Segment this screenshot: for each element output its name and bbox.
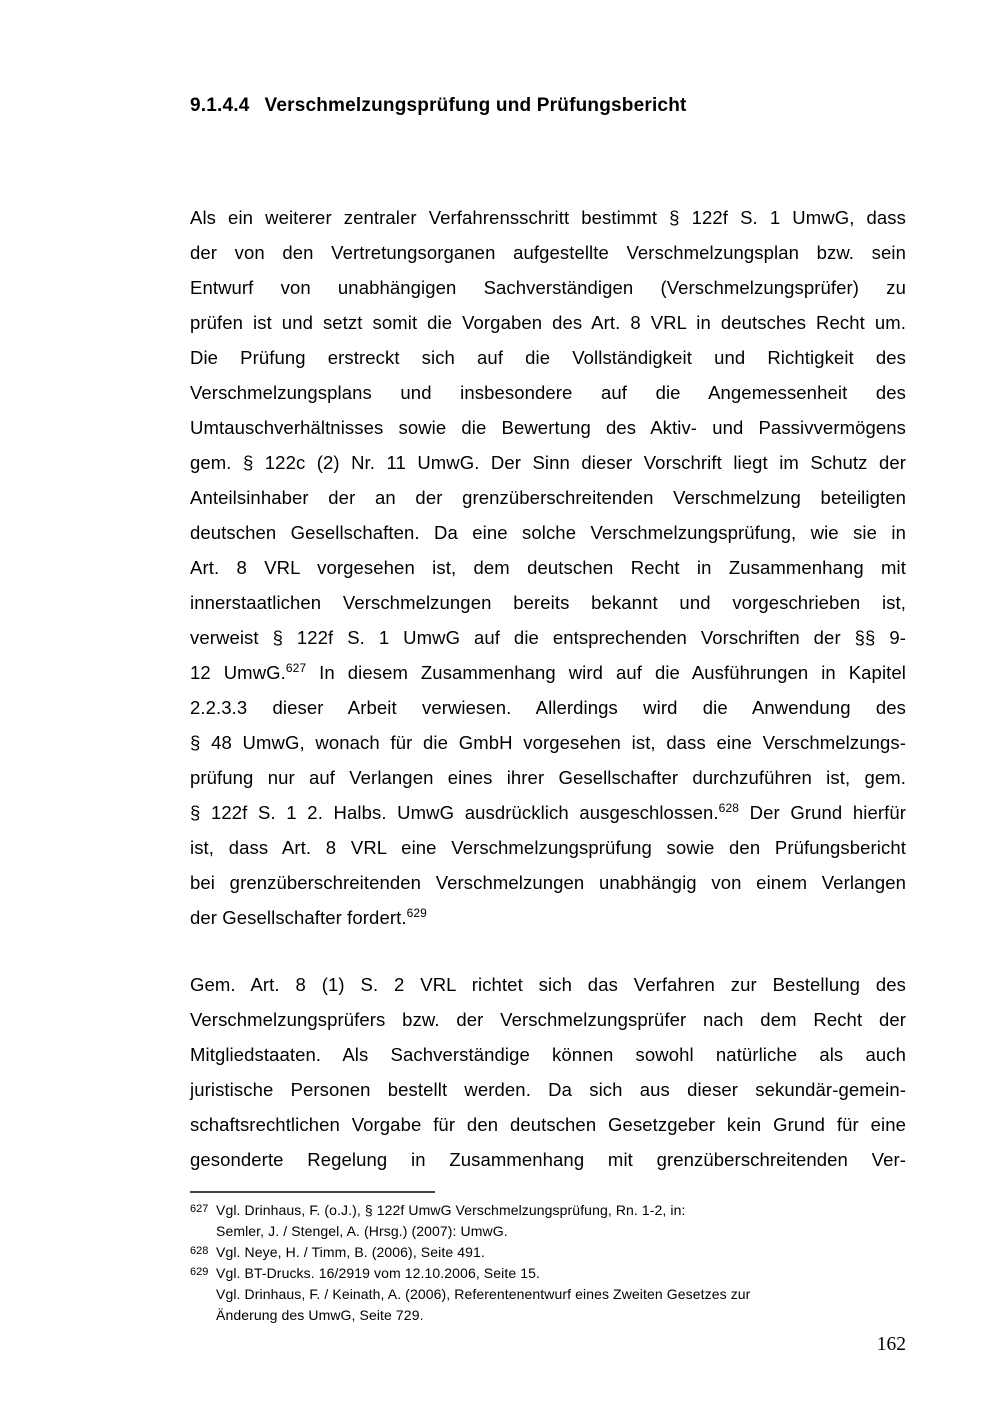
text-line: § 122f S. 1 2. Halbs. UmwG ausdrücklich ausgeschlossen.$^{628}$ Der Grund hierfür (190, 801, 906, 823)
footnote-line: Vgl. Drinhaus, F. / Keinath, A. (2006), Referentenentwurf eines Zweiten Gesetzes zur (216, 1286, 751, 1302)
text-line: Anteilsinhaber der an der grenzüberschreitenden Verschmelzung beteiligten (190, 487, 906, 508)
text-line: Umtauschverhältnisses sowie die Bewertung des Aktiv- und Passivvermögens (190, 417, 906, 438)
text-line: 2.2.3.3 dieser Arbeit verwiesen. Allerdings wird die Anwendung des (190, 697, 906, 718)
text-line: der von den Vertretungsorganen aufgestellte Verschmelzungsplan bzw. sein (190, 242, 906, 263)
text-line: § 48 UmwG, wonach für die GmbH vorgesehen ist, dass eine Verschmelzungs- (190, 732, 906, 753)
body-text (190, 200, 906, 1177)
text-line: Gem. Art. 8 (1) S. 2 VRL richtet sich das Verfahren zur Bestellung des (190, 974, 906, 995)
text-line: Als ein weiterer zentraler Verfahrensschritt bestimmt § 122f S. 1 UmwG, dass (190, 207, 906, 228)
text-line: innerstaatlichen Verschmelzungen bereits bekannt und vorgeschrieben ist, (190, 592, 906, 613)
text-line: prüfung nur auf Verlangen eines ihrer Gesellschafter durchzuführen ist, gem. (190, 767, 906, 788)
text-line: Die Prüfung erstreckt sich auf die Vollständigkeit und Richtigkeit des (190, 347, 906, 368)
footnotes-section (190, 1200, 906, 1326)
footnote (190, 1263, 906, 1326)
text-line: Art. 8 VRL vorgesehen ist, dem deutschen Recht in Zusammenhang mit (190, 557, 906, 578)
section-heading (190, 93, 906, 119)
text-line: der Gesellschafter fordert.$^{629}$ (190, 906, 427, 928)
footnote-number: 628 (190, 1245, 209, 1257)
footnote-line: Semler, J. / Stengel, A. (Hrsg.) (2007): UmwG. (216, 1223, 508, 1239)
footnote-line: Vgl. Drinhaus, F. (o.J.), § 122f UmwG Verschmelzungsprüfung, Rn. 1-2, in: (216, 1202, 686, 1218)
text-line: prüfen ist und setzt somit die Vorgaben des Art. 8 VRL in deutsches Recht um. (190, 312, 906, 333)
paragraph (190, 200, 906, 935)
footnote-number: 629 (190, 1266, 209, 1278)
text-line: Verschmelzungsplans und insbesondere auf die Angemessenheit des (190, 382, 906, 403)
footnote-line: Änderung des UmwG, Seite 729. (216, 1307, 424, 1323)
text-line: juristische Personen bestellt werden. Da sich aus dieser sekundär-gemein- (190, 1079, 906, 1100)
footnote-number: 627 (190, 1203, 209, 1215)
footnote-ref: 628 (718, 801, 739, 815)
footnote (190, 1242, 906, 1263)
text-line: Entwurf von unabhängigen Sachverständigen (Verschmelzungsprüfer) zu (190, 277, 906, 298)
footnote-line: Vgl. Neye, H. / Timm, B. (2006), Seite 491. (216, 1244, 485, 1260)
heading-number: 9.1.4.4 (190, 95, 250, 116)
footnote (190, 1200, 906, 1242)
text-line: gesonderte Regelung in Zusammenhang mit grenzüberschreitenden Ver- (190, 1149, 906, 1170)
text-line: Mitgliedstaaten. Als Sachverständige können sowohl natürliche als auch (190, 1044, 906, 1065)
text-line: Verschmelzungsprüfers bzw. der Verschmelzungsprüfer nach dem Recht der (190, 1009, 906, 1030)
text-line: gem. § 122c (2) Nr. 11 UmwG. Der Sinn dieser Vorschrift liegt im Schutz der (190, 452, 906, 473)
footnote-separator (190, 1191, 435, 1193)
footnote-line: Vgl. BT-Drucks. 16/2919 vom 12.10.2006, Seite 15. (216, 1265, 540, 1281)
text-line: schaftsrechtlichen Vorgabe für den deutschen Gesetzgeber kein Grund für eine (190, 1114, 906, 1135)
footnote-ref: 629 (406, 906, 427, 920)
text-line: deutschen Gesellschaften. Da eine solche Verschmelzungsprüfung, wie sie in (190, 522, 906, 543)
page-number: 162 (876, 1334, 906, 1355)
footnote-ref: 627 (285, 661, 307, 675)
paragraph (190, 967, 906, 1177)
text-line: bei grenzüberschreitenden Verschmelzungen unabhängig von einem Verlangen (190, 872, 906, 893)
text-line: verweist § 122f S. 1 UmwG auf die entsprechenden Vorschriften der §§ 9- (190, 627, 906, 648)
text-line: 12 UmwG.$^{627}$ In diesem Zusammenhang wird auf die Ausführungen in Kapitel (190, 661, 906, 683)
text-line: ist, dass Art. 8 VRL eine Verschmelzungsprüfung sowie den Prüfungsbericht (190, 837, 906, 858)
heading-title: Verschmelzungsprüfung und Prüfungsbericht (264, 95, 687, 116)
